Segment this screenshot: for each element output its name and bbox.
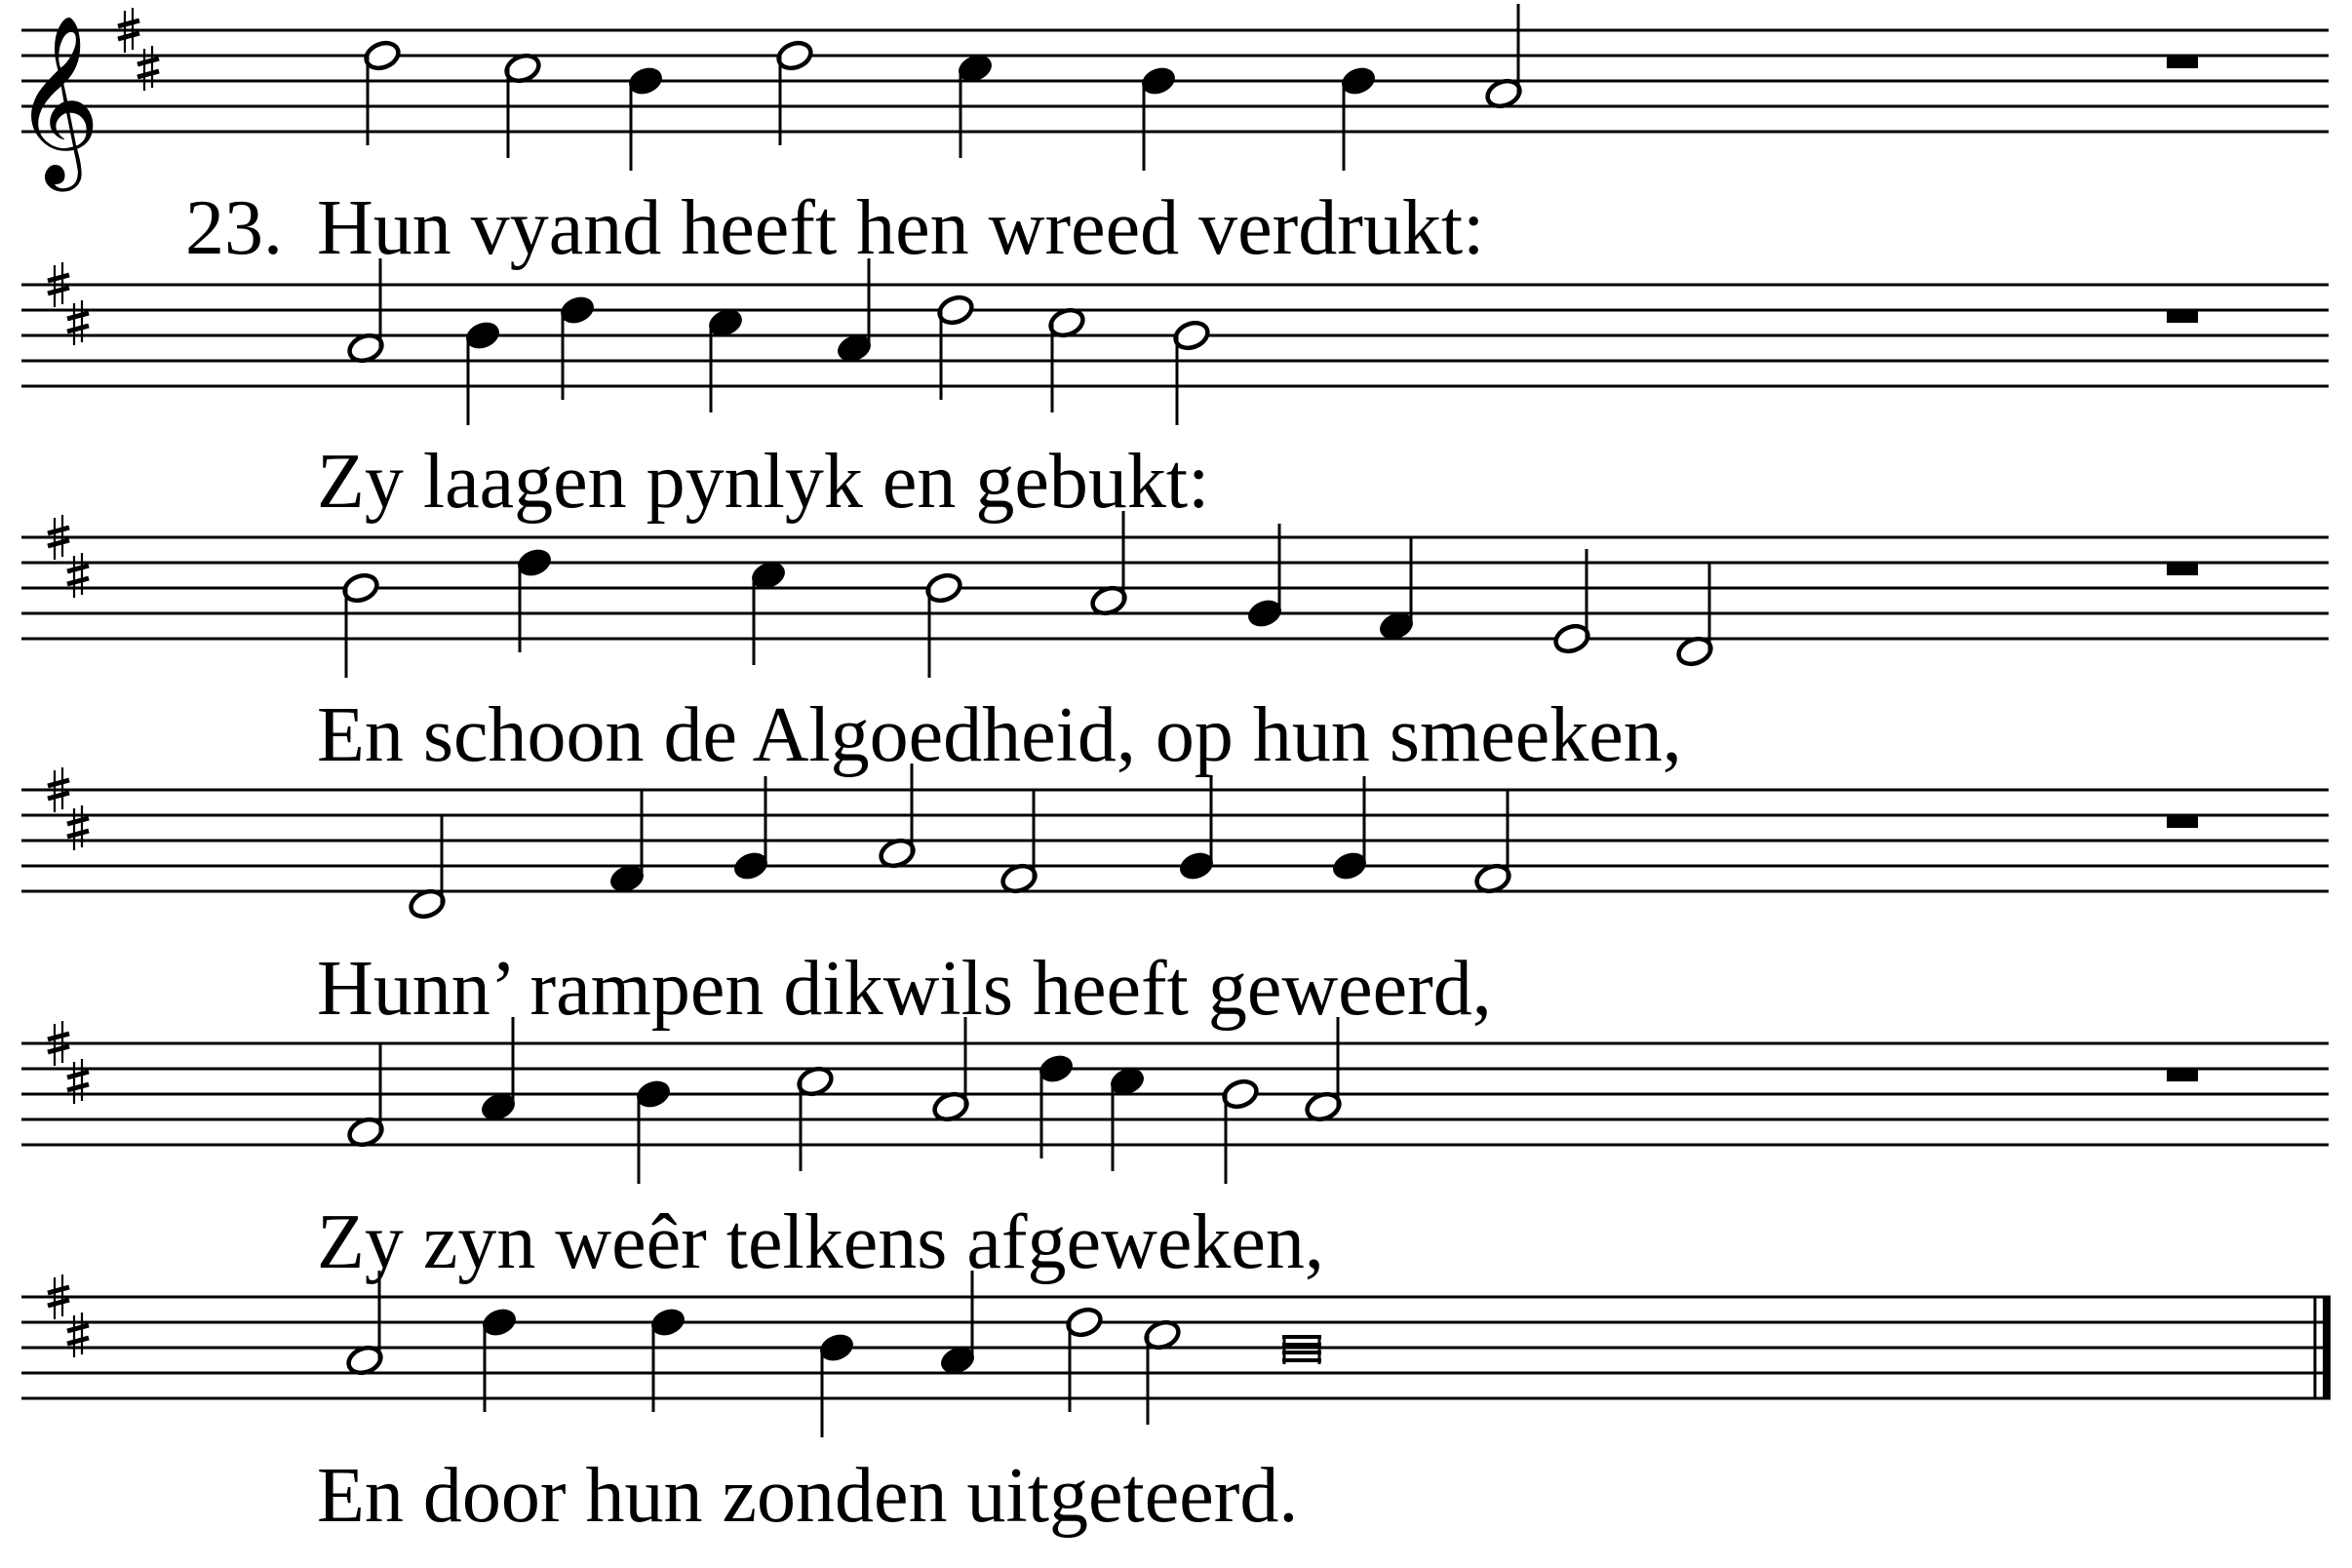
- treble-clef-icon: 𝄞: [14, 15, 100, 184]
- lyric-line-3: En schoon de Algoedheid, op hun smeeken,: [317, 692, 1682, 778]
- lyric-line-5: Zy zyn weêr telkens afgeweken,: [317, 1199, 1324, 1285]
- sharp-sign: [67, 566, 89, 584]
- lyric-line-4: Hunn’ rampen dikwils heeft geweerd,: [317, 946, 1492, 1032]
- half-rest: [2167, 1069, 2198, 1081]
- sharp-sign: [74, 300, 82, 345]
- verse-number: 23.: [185, 185, 283, 271]
- sharp-sign: [144, 46, 152, 91]
- custos-mark: [1282, 1351, 1321, 1354]
- lyric-line-6: En door hun zonden uitgeteerd.: [317, 1453, 1299, 1539]
- half-rest: [2167, 815, 2198, 828]
- final-barline: [2323, 1296, 2331, 1400]
- sharp-sign: [67, 1325, 89, 1344]
- sharp-sign: [74, 805, 82, 850]
- lyric-line-2: Zy laagen pynlyk en gebukt:: [317, 439, 1210, 525]
- lyric-line-1: Hun vyand heeft hen wreed verdrukt:: [317, 185, 1485, 271]
- custos-mark: [1282, 1358, 1321, 1362]
- half-rest: [2167, 56, 2198, 68]
- sharp-sign: [67, 1072, 89, 1090]
- half-rest: [2167, 563, 2198, 575]
- custos-mark: [1282, 1343, 1321, 1347]
- sharp-sign: [137, 59, 159, 77]
- sharp-sign: [74, 553, 82, 598]
- sharp-sign: [67, 313, 89, 332]
- sharp-sign: [74, 1059, 82, 1104]
- sharp-sign: [67, 818, 89, 837]
- sharp-sign: [74, 1313, 82, 1357]
- custos-mark: [1282, 1335, 1321, 1339]
- half-rest: [2167, 310, 2198, 323]
